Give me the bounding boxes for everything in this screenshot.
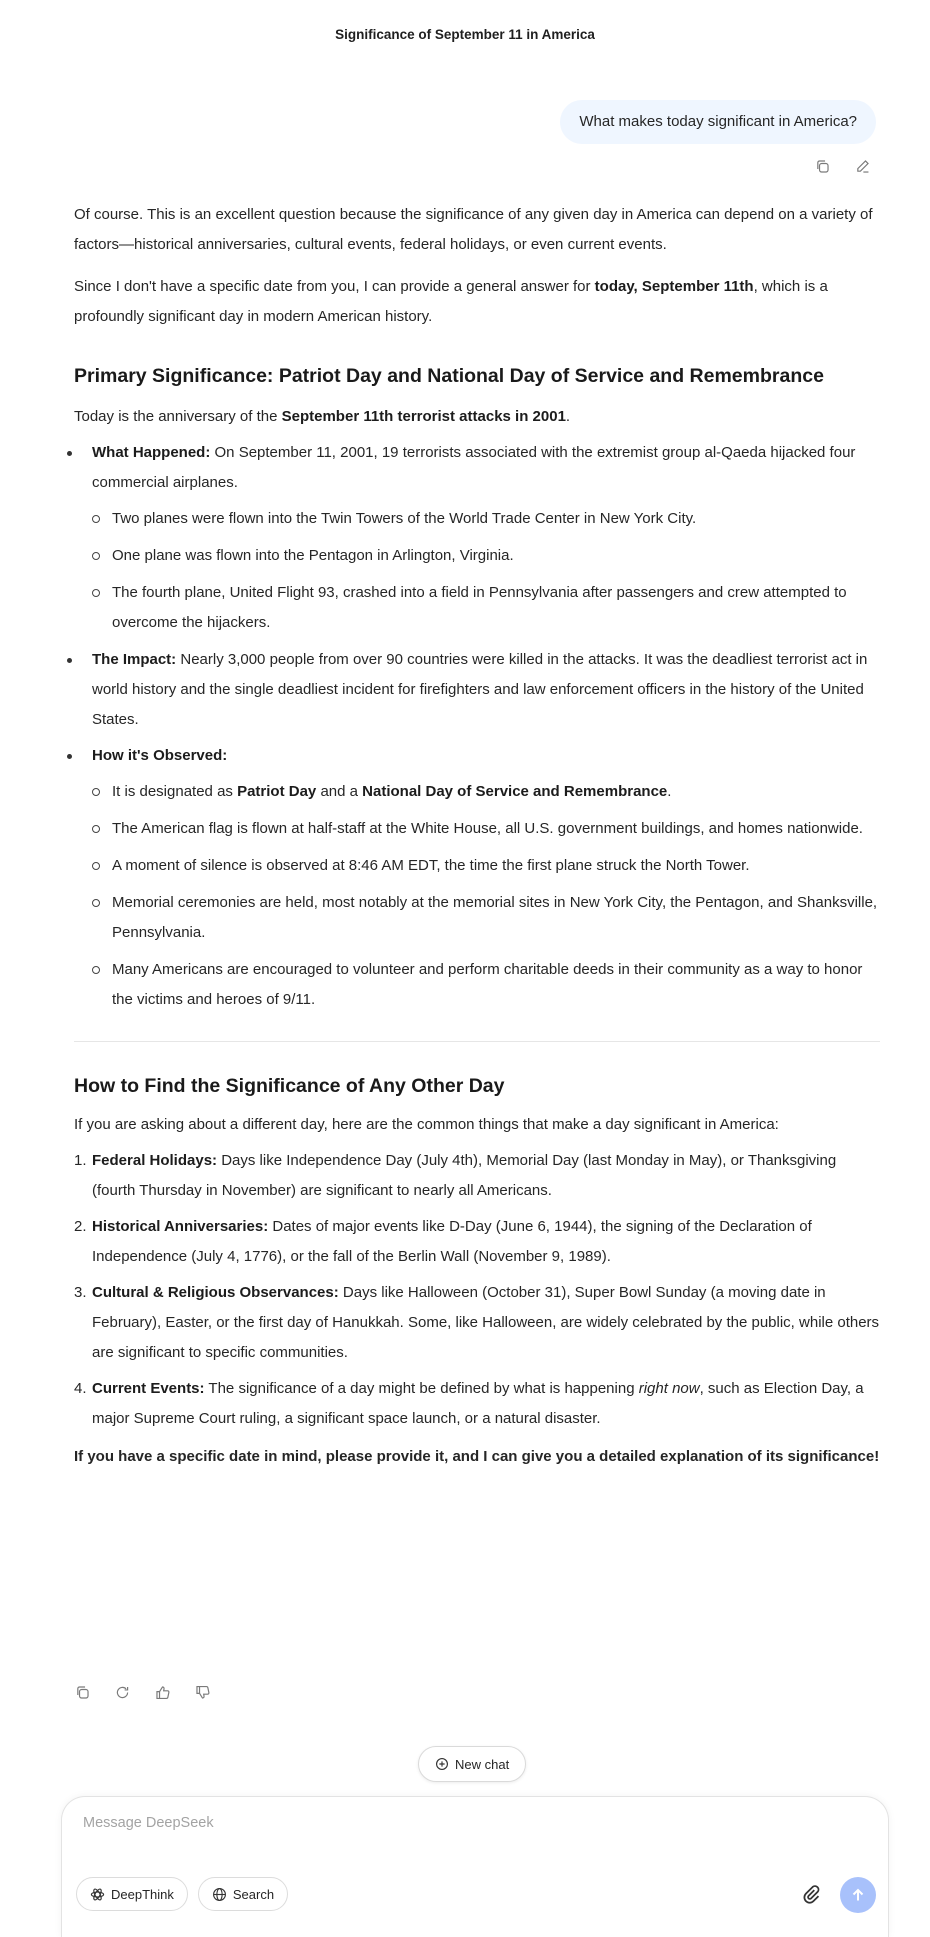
list-item: Cultural & Religious Observances: Days like Halloween (October 31), Super Bowl Sunday (a moving date in February), Easter, or the first day of Hanukkah. Some, like Halloween, are widely celebrated by the public, while others are significant to specific communities.	[92, 1284, 880, 1361]
chat-title[interactable]: Significance of September 11 in America	[335, 26, 595, 42]
intro-paragraph: Of course. This is an excellent question because the significance of any given day in America can depend on a variety of factors—historical anniversaries, cultural events, federal holidays, or even current events.	[74, 206, 873, 253]
today-paragraph: Today is the anniversary of the September 11th terrorist attacks in 2001.	[74, 408, 571, 425]
list-item: It is designated as Patriot Day and a National Day of Service and Remembrance.	[92, 777, 880, 807]
bullet-observed: How it's Observed: It is designated as Patriot Day and a National Day of Service and Remembrance. The American flag is flown at half-staff at the White House, all U.S. government buildings, and homes nationwide. A moment of silence is observed at 8:46 AM EDT, the time the first plane struck the North Tower. Memorial ceremonies are held, most notably at the memorial sites in New York City, the Pentagon, and Shanksville, Pennsylvania. Many Americans are encouraged to volunteer and perform charitable deeds in their community as a way to honor the victims and heroes of 9/11.	[74, 741, 880, 1015]
copy-icon[interactable]	[812, 156, 832, 176]
composer-tools	[76, 1877, 288, 1911]
closing-paragraph: If you have a specific date in mind, please provide it, and I can give you a detailed explanation of its significance!	[74, 1448, 880, 1465]
plus-circle-icon	[435, 1757, 449, 1771]
paperclip-icon[interactable]	[800, 1883, 822, 1905]
message-composer	[61, 1796, 889, 1937]
send-button[interactable]	[840, 1877, 876, 1913]
user-message-bubble: What makes today significant in America?	[560, 100, 876, 144]
message-input[interactable]: Message DeepSeek	[83, 1815, 214, 1831]
section-divider	[74, 1041, 880, 1042]
regenerate-icon[interactable]	[112, 1682, 132, 1702]
copy-icon[interactable]	[72, 1682, 92, 1702]
thumbs-down-icon[interactable]	[192, 1682, 212, 1702]
list-item: A moment of silence is observed at 8:46 AM EDT, the time the first plane struck the North Tower.	[92, 851, 880, 881]
significance-list	[74, 1146, 880, 1434]
list-item: Federal Holidays: Days like Independence Day (July 4th), Memorial Day (last Monday in May), or Thanksgiving (fourth Thursday in November) are significant to nearly all Americans.	[92, 1152, 837, 1199]
globe-icon	[212, 1887, 227, 1902]
section-heading-primary: Primary Significance: Patriot Day and National Day of Service and Remembrance	[74, 365, 824, 387]
deepthink-label: DeepThink	[111, 1886, 174, 1902]
arrow-up-icon	[849, 1886, 867, 1904]
thumbs-up-icon[interactable]	[152, 1682, 172, 1702]
deepthink-button[interactable]	[76, 1877, 188, 1911]
list-item: Current Events: The significance of a day might be defined by what is happening right now, such as Election Day, a major Supreme Court ruling, a significant space launch, or a natural disaster.	[92, 1380, 864, 1427]
edit-icon[interactable]	[852, 156, 872, 176]
section-heading-other-day: How to Find the Significance of Any Other Day	[74, 1075, 505, 1097]
answer-actions	[72, 1682, 212, 1702]
list-item: One plane was flown into the Pentagon in Arlington, Virginia.	[92, 541, 880, 571]
list-item: Two planes were flown into the Twin Towers of the World Trade Center in New York City.	[92, 504, 880, 534]
new-chat-button[interactable]	[418, 1746, 526, 1782]
intro-paragraph-2: Since I don't have a specific date from you, I can provide a general answer for today, September 11th, which is a profoundly significant day in modern American history.	[74, 278, 828, 325]
list-item: Historical Anniversaries: Dates of major events like D-Day (June 6, 1944), the signing of the Declaration of Independence (July 4, 1776), or the fall of the Berlin Wall (November 9, 1989).	[92, 1218, 812, 1265]
bullet-impact: The Impact: Nearly 3,000 people from over 90 countries were killed in the attacks. It was the deadliest terrorist act in world history and the single deadliest incident for firefighters and law enforcement officers in the history of the United States.	[74, 645, 880, 735]
primary-bullets	[74, 438, 880, 1015]
atom-icon	[90, 1887, 105, 1902]
assistant-answer	[74, 200, 880, 1472]
user-message-row	[560, 100, 876, 144]
new-chat-label: New chat	[455, 1756, 510, 1772]
bullet-what-happened: What Happened: On September 11, 2001, 19 terrorists associated with the extremist group al-Qaeda hijacked four commercial airplanes. Two planes were flown into the Twin Towers of the World Trade Center in New York City. One plane was flown into the Pentagon in Arlington, Virginia. The fourth plane, United Flight 93, crashed into a field in Pennsylvania after passengers and crew attempted to overcome the hijackers.	[74, 438, 880, 638]
what-sublist	[92, 504, 880, 638]
search-label: Search	[232, 1886, 275, 1902]
user-message-actions	[812, 156, 872, 176]
find-intro-paragraph: If you are asking about a different day, here are the common things that make a day significant in America:	[74, 1116, 779, 1133]
list-item: Memorial ceremonies are held, most notably at the memorial sites in New York City, the Pentagon, and Shanksville, Pennsylvania.	[92, 888, 880, 948]
search-button[interactable]	[198, 1877, 288, 1911]
observed-sublist	[92, 777, 880, 1015]
list-item: The fourth plane, United Flight 93, crashed into a field in Pennsylvania after passengers and crew attempted to overcome the hijackers.	[92, 578, 880, 638]
list-item: Many Americans are encouraged to volunteer and perform charitable deeds in their community as a way to honor the victims and heroes of 9/11.	[92, 955, 880, 1015]
top-bar	[0, 0, 930, 68]
list-item: The American flag is flown at half-staff at the White House, all U.S. government buildings, and homes nationwide.	[92, 814, 880, 844]
